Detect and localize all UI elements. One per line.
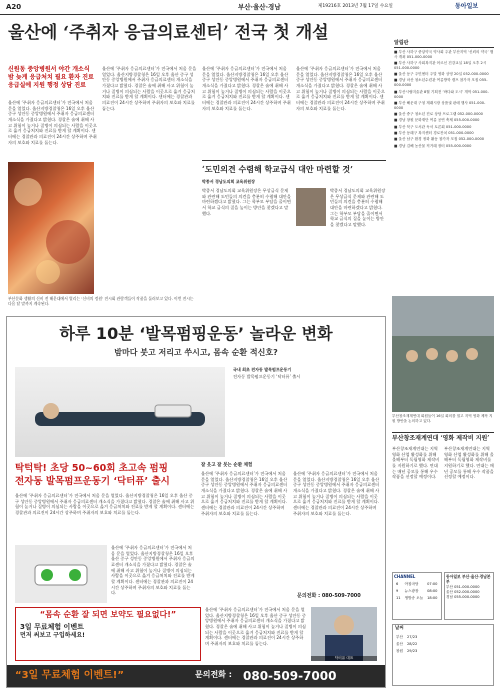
weather-row [395,635,418,640]
ad-product-photo [15,367,225,457]
notice-item: ■ 경남 김해 농산물 직거래 장터 055-000-0000 [394,143,472,148]
ad-footer-bar [7,665,385,687]
ad-body-right-1: 울산에 ‘주취자 응급의료센터’가 전국에서 처음 문을 열었다. 울산지방경찰청은 16일 오후 울산 중구 성안동 중앙병원에서 주취자 응급의료센터 개소식을 가졌다고 밝혔다. 경찰은 술에 취해 사고 위험이 높거나 질병이 의심되는 사람을 이곳으로 옮겨 응급처치와 진료를 받게 할 계획이다. 센터에는 경찰관과 의료진이 24시간 상주하며 주취자의 보호와 치료를 돕는다. [201,471,288,516]
main-article-body-col4: 울산에 ‘주취자 응급의료센터’가 전국에서 처음 문을 열었다. 울산지방경찰청은 16일 오후 울산 중구 성안동 중앙병원에서 주취자 응급의료센터 개소식을 가졌다고 밝혔다. 경찰은 술에 취해 사고 위험이 높거나 질병이 의심되는 사람을 이곳으로 옮겨 응급처치와 진료를 받게 할 계획이다. 센터에는 경찰관과 의료진이 24시간 상주하며 주취자의 보호와 치료를 돕는다. [296,66,385,111]
columnist-portrait [296,188,326,226]
notice-item: ■ 울산 중구 청소년 진로 상담 프로그램 052-000-0000 [394,112,483,117]
ad-footer-phone: 080-509-7000 [243,669,337,683]
ad-spokesperson-caption: 닥터퓨 대표 [311,656,377,661]
notice-item: ■ 부산 동래구 복지센터 경로잔치 051-000-0000 [394,131,474,136]
exhibit-photo-art [8,162,94,294]
ad-headline-1 [7,323,385,345]
column-byline: 박종서 경남도의회 교육위원장 [202,178,256,184]
bureau-line: 부산 051-000-0000 [446,585,480,590]
exhibit-photo [8,162,94,294]
weather-city: 울산 [396,641,403,646]
weather-temp: 28/22 [406,641,418,646]
tv-ch: 9 [396,589,399,594]
event-photo-caption: 부산창조재계연대 회원들이 16일 회의를 열고 지역 영화 제작 지원 방안을 논의하고 있다. [392,414,493,423]
weather-table [393,633,420,656]
photo-caption: 부산문화 생활의 신비 전 해운대에서 열리는 ‘신비의 정원’ 전시회 관람객들이 작품을 둘러보고 있다. 이번 전시는 다음 달 말까지 계속된다. [8,296,194,307]
tv-ch: 6 [396,582,399,587]
ad-device-art [15,545,107,603]
notice-item: ■ 경남 창원 문화재단 여름 공연 축제 055-000-0000 [394,118,480,123]
ad-footer-inquiry: 문의전화 : [195,670,232,679]
newspaper-brand: 동아일보 [455,3,479,10]
subhead-1: 신원동 중앙병원서 야간 개소식 [8,66,90,73]
ad-device-photo [15,545,107,603]
weather-label: 날씨 [395,626,404,631]
column-body-col1: 박종서 경남도의회 교육위원장은 무상급식 문제와 관련해 도민들의 의견을 충분히 수렴해 대안을 마련하겠다고 밝혔다. 그는 학부모 부담을 줄이면서 학교 급식의 질을 높이는 방안을 찾겠다고 말했다. [202,188,291,216]
notice-column [394,40,494,150]
main-article-body-col3: 울산에 ‘주취자 응급의료센터’가 전국에서 처음 문을 열었다. 울산지방경찰청은 16일 오후 울산 중구 성안동 중앙병원에서 주취자 응급의료센터 개소식을 가졌다고 밝혔다. 경찰은 술에 취해 사고 위험이 높거나 질병이 의심되는 사람을 이곳으로 옮겨 응급처치와 진료를 받게 할 계획이다. 센터에는 경찰관과 의료진이 24시간 상주하며 주취자의 보호와 치료를 돕는다. [202,66,291,111]
tv-title: 생방송 오늘 [404,596,424,601]
ad-event-title: 3일 무료체험 이벤트 [20,622,84,631]
subhead-2: 밤 늦게 응급처치 필요 환자 진료 [8,74,94,82]
ad-spokesperson-art [311,607,377,661]
ad-headline-2: 밤마다 붓고 저리고 쑤시고, 몸속 순환 적신호? [114,347,278,357]
ad-body-left: 울산에 ‘주취자 응급의료센터’가 전국에서 처음 문을 열었다. 울산지방경찰청은 16일 오후 울산 중구 성안동 중앙병원에서 주취자 응급의료센터 개소식을 가졌다고 밝혔다. 경찰은 술에 취해 사고 위험이 높거나 질병이 의심되는 사람을 이곳으로 옮겨 응급처치와 진료를 받게 할 계획이다. 센터에는 경찰관과 의료진이 24시간 상주하며 주취자의 보호와 치료를 돕는다. [15,493,195,516]
tv-schedule [393,580,440,603]
notice-item: ■ 경남 마산 청소년수련관 여름방학 캠프 참가자 모집 055-000-0000 [394,78,488,88]
bureau-title: 동아일보 부산·울산·경남본부 [446,574,491,585]
tv-row [395,589,438,594]
notice-item: ■ 부산시립미술관 8월 기획전 ‘바다와 도시’ 개막 051-000-0000 [394,89,489,99]
main-article-body-col1: 울산에 ‘주취자 응급의료센터’가 전국에서 처음 문을 열었다. 울산지방경찰청은 16일 오후 울산 중구 성안동 중앙병원에서 주취자 응급의료센터 개소식을 가졌다고 밝혔다. 경찰은 술에 취해 사고 위험이 높거나 질병이 의심되는 사람을 이곳으로 옮겨 응급처치와 진료를 받게 할 계획이다. 센터에는 경찰관과 의료진이 24시간 상주하며 주취자의 보호와 치료를 돕는다. [8,100,97,145]
weather-row [395,649,418,654]
notice-item: ■ 부산 사하구 중앙약국 약사회 주관 부산지역 ‘신뢰의 약국’ 행사 개최 051-000-0000 [394,49,494,59]
ad-title-block [15,463,195,489]
weather-box [392,624,494,686]
ad-event-sub: 먼저 써보고 구입하세요! [20,632,85,640]
tv-time: 18:00 [427,596,438,601]
ad-feature-text: 전자동 발목펌프운동기 ‘닥터퓨’ 출시 [233,374,301,380]
tv-row [395,582,438,587]
page-header [0,0,500,15]
bureau-line: 울산 052-000-0000 [446,590,480,595]
tv-ch: 11 [396,596,401,601]
ad-spokesperson-photo [311,607,377,661]
ad-sub2: 전자동 발목펌프운동기 ‘닥터퓨’ 출시 [15,475,170,487]
event-photo [392,296,494,412]
film-article-body-col2: 부산창조재계연대는 지역 영화 산업 활성화를 위해 올해부터 독립영화 제작비를 지원하기로 했다. 연대는 매년 공모를 통해 우수 작품을 선정할 예정이다. [444,446,494,480]
ad-inline-phone-number: 080-509-7000 [321,593,361,599]
notice-item: ■ 부산 북구 도서관 독서 토론회 051-000-0000 [394,124,472,129]
ad-feature-panel [233,367,378,457]
page-number: A20 [6,3,22,11]
notice-list [394,50,494,149]
film-article [392,432,494,443]
ad-sub3: “몸속 순환 잘 되면 보약도 필요없다!” [39,610,177,619]
tv-time: 07:00 [427,582,438,587]
weather-temp: 29/23 [406,648,418,653]
ad-footer-event: “3일 무료체험 이벤트!” [15,670,124,681]
film-article-title: 부산창조재계연대 ‘영화 제작비 지원’ [392,435,490,442]
ad-body-right-2: 울산에 ‘주취자 응급의료센터’가 전국에서 처음 문을 열었다. 울산지방경찰청은 16일 오후 울산 중구 성안동 중앙병원에서 주취자 응급의료센터 개소식을 가졌다고 밝혔다. 경찰은 술에 취해 사고 위험이 높거나 질병이 의심되는 사람을 이곳으로 옮겨 응급처치와 진료를 받게 할 계획이다. 센터에는 경찰관과 의료진이 24시간 상주하며 주취자의 보호와 치료를 돕는다. [293,471,380,516]
weather-city: 창원 [396,648,403,653]
notice-item: ■ 울산 동구 주민센터 주말 영화 상영 20일 052-000-0000 [394,72,489,77]
issue-date: 제19216호 2013년 7월 17일 수요일 [318,4,393,9]
column-body-col2: 박종서 경남도의회 교육위원장은 무상급식 문제와 관련해 도민들의 의견을 충분히 수렴해 대안을 마련하겠다고 밝혔다. 그는 학부모 부담을 줄이면서 학교 급식의 질을 높이는 방안을 찾겠다고 말했다. [330,188,386,228]
subheads [8,66,98,90]
tv-logo: CHANNEL [394,574,416,579]
notice-title: 알림판 [394,40,494,48]
notice-item: ■ 울산 남구 환경 정화 활동 참가자 모집 052-000-0000 [394,137,485,142]
section-title: 부산·울산·경남 [238,3,281,11]
ad-badge-2: 잘 웃고 잘 붓는 순환 체험 [201,463,253,468]
weather-temp: 27/23 [406,635,418,640]
main-article-body-col2: 울산에 ‘주취자 응급의료센터’가 전국에서 처음 문을 열었다. 울산지방경찰청은 16일 오후 울산 중구 성안동 중앙병원에서 주취자 응급의료센터 개소식을 가졌다고 밝혔다. 경찰은 술에 취해 사고 위험이 높거나 질병이 의심되는 사람을 이곳으로 옮겨 응급처치와 진료를 받게 할 계획이다. 센터에는 경찰관과 의료진이 24시간 상주하며 주취자의 보호와 치료를 돕는다. [102,66,197,111]
ad-sub1: 탁턱탁! 초당 50~60회 초고속 펌핑 [15,463,168,474]
main-headline: 울산에 ‘주취자 응급의료센터’ 전국 첫 개설 [8,23,329,43]
ad-headline-1-text: 하루 10분 ‘발목펌핑운동’ 놀라운 변화 [59,324,333,343]
tv-title: 뉴스광장 [404,589,419,594]
bureau-box [444,572,494,620]
tv-row [395,596,438,601]
ad-event-box [15,607,201,661]
ad-event-body: 울산에 ‘주취자 응급의료센터’가 전국에서 처음 문을 열었다. 울산지방경찰청은 16일 오후 울산 중구 성안동 중앙병원에서 주취자 응급의료센터 개소식을 가졌다고 밝혔다. 경찰은 술에 취해 사고 위험이 높거나 질병이 의심되는 사람을 이곳으로 옮겨 응급처치와 진료를 받게 할 계획이다. 센터에는 경찰관과 의료진이 24시간 상주하며 주취자의 보호와 치료를 돕는다. [205,607,306,647]
notice-item: ■ 부산 해운대 구청 재래시장 상품권 판매 행사 051-000-0000 [394,100,486,110]
tv-box [392,572,442,620]
bureau-line: 경남 055-000-0000 [446,594,480,599]
ad-right-copy [201,463,381,469]
weather-row [395,642,418,647]
column-article [202,160,386,184]
tv-title: 아침마당 [404,582,419,587]
tv-time: 08:00 [427,589,438,594]
advertisement [6,316,386,688]
ad-inline-phone-label: 문의전화 [297,593,317,599]
ad-product-art [15,367,225,457]
subhead-3: 응급실에 지원 행정 상담 진료 [8,82,86,90]
ad-inline-phone: 문의전화 : 080-509-7000 [297,593,361,599]
film-article-body-col1: 부산창조재계연대는 지역 영화 산업 활성화를 위해 올해부터 독립영화 제작비를 지원하기로 했다. 연대는 매년 공모를 통해 우수 작품을 선정할 예정이다. [392,446,440,480]
event-photo-art [392,296,494,412]
ad-body-left-2: 울산에 ‘주취자 응급의료센터’가 전국에서 처음 문을 열었다. 울산지방경찰청은 16일 오후 울산 중구 성안동 중앙병원에서 주취자 응급의료센터 개소식을 가졌다고 밝혔다. 경찰은 술에 취해 사고 위험이 높거나 질병이 의심되는 사람을 이곳으로 옮겨 응급처치와 진료를 받게 할 계획이다. 센터에는 경찰관과 의료진이 24시간 상주하며 주취자의 보호와 치료를 돕는다. [111,545,195,596]
notice-item: ■ 부산 사하구 사회복지관 어르신 건강교실 18일 오후 2시 051-000-0000 [394,60,487,70]
weather-city: 부산 [396,635,403,640]
column-title: ‘도민의견 수렴해 학교급식 대안 마련할 것’ [202,164,353,174]
ad-badge-1: 국내 최초 전자동 발목펌프운동기 [233,367,292,372]
